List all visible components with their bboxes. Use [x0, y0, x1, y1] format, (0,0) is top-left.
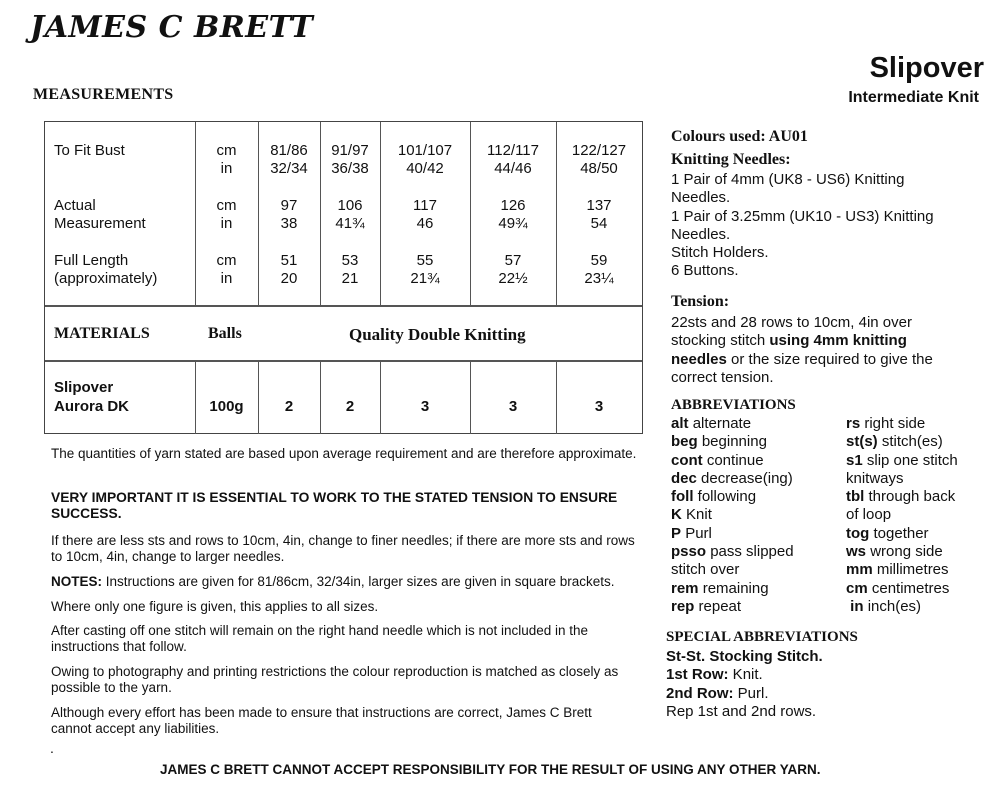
note-tension-warning: VERY IMPORTANT IT IS ESSENTIAL TO WORK TO THE STATED TENSION TO ENSURE SUCCESS.	[51, 490, 618, 521]
notes-text: Instructions are given for 81/86cm, 32/34in, larger sizes are given in square brackets.	[102, 574, 615, 589]
row-label: Actual	[54, 197, 96, 214]
table-cell: 36/38	[331, 160, 369, 177]
ball-count: 3	[508, 398, 518, 415]
table-cell: 101/107	[397, 142, 453, 159]
abbreviation-item: tog together	[846, 524, 929, 542]
abbreviations-right	[846, 415, 958, 616]
note-needle-change: If there are less sts and rows to 10cm, 4in, change to finer needles; if there are more sts and rows to 10cm, 4in, change to larger needles.	[51, 533, 635, 564]
abbreviation-item: rem remaining	[671, 579, 769, 597]
note-sizes	[51, 574, 646, 590]
table-divider	[258, 360, 259, 434]
table-cell: 112/117	[487, 142, 539, 159]
abbreviation-item: rs right side	[846, 415, 926, 432]
ball-count: 2	[345, 398, 355, 415]
tension-text-bold: needles	[671, 350, 727, 368]
table-cell: 44/46	[494, 160, 532, 177]
stray-dot: .	[50, 740, 54, 756]
tension-text-part: stocking stitch	[671, 332, 770, 350]
table-cell: 53	[341, 252, 359, 269]
balls-label: Balls	[208, 325, 242, 342]
tension-text-part: or the size required to give the	[726, 350, 933, 368]
unit-in: in	[220, 270, 233, 287]
table-divider	[45, 360, 642, 362]
measurements-heading: MEASUREMENTS	[33, 86, 174, 103]
table-cell: 48/50	[580, 160, 618, 177]
table-divider	[556, 360, 557, 434]
table-cell: 54	[590, 215, 608, 232]
needles-line: Stitch Holders.	[671, 244, 769, 262]
row-label: Full Length	[54, 252, 129, 269]
unit-cm: cm	[216, 142, 237, 159]
note-liability: Although every effort has been made to ensure that instructions are correct, James C Brett cannot accept any liabilities.	[51, 705, 592, 736]
abbreviation-item: in inch(es)	[850, 597, 922, 615]
abbreviations-heading: ABBREVIATIONS	[671, 397, 796, 413]
table-cell: 57	[504, 252, 522, 269]
table-cell: 23¼	[584, 270, 614, 287]
note-colour-reproduction: Owing to photography and printing restrictions the colour reproduction is matched as closely as possible to the yarn.	[51, 664, 619, 695]
table-divider	[195, 360, 196, 434]
needles-line: Needles.	[671, 225, 731, 243]
abbreviation-item: knitways	[846, 469, 904, 487]
abbreviation-item: st(s) stitch(es)	[846, 433, 943, 451]
ball-count: 2	[284, 398, 294, 415]
table-cell: 32/34	[270, 160, 308, 177]
abbreviation-item: mm millimetres	[846, 561, 949, 579]
table-cell: 21	[341, 270, 359, 287]
measurements-table	[44, 121, 643, 434]
abbreviation-item: rep repeat	[671, 597, 742, 615]
special-abbreviation-item: 1st Row: Knit.	[666, 666, 763, 684]
row-label: (approximately)	[54, 270, 158, 287]
special-abbreviations-list	[666, 648, 823, 721]
table-cell: 20	[280, 270, 298, 287]
abbreviation-item: P Purl	[671, 524, 712, 542]
pattern-subtitle: Intermediate Knit	[848, 89, 979, 106]
table-divider	[45, 305, 642, 307]
table-cell: 126	[500, 197, 526, 214]
abbreviation-item: psso pass slipped	[671, 543, 794, 561]
abbreviations-left	[671, 415, 794, 616]
tension-line: correct tension.	[671, 368, 774, 386]
abbreviation-item: K Knit	[671, 506, 712, 524]
table-cell: 91/97	[331, 142, 369, 159]
special-abbreviation-item: St-St. Stocking Stitch.	[666, 648, 823, 665]
table-cell: 137	[586, 197, 612, 214]
table-cell: 49¾	[498, 215, 528, 232]
notes-label: NOTES:	[51, 574, 103, 589]
brand-logo: JAMES C BRETT	[30, 10, 314, 45]
needles-list	[671, 171, 934, 281]
yarn-name: Slipover	[54, 379, 114, 396]
needles-line: 1 Pair of 3.25mm (UK10 - US3) Knitting	[671, 207, 934, 225]
abbreviation-item: foll following	[671, 488, 757, 506]
table-cell: 117	[413, 197, 437, 214]
special-abbreviation-item: Rep 1st and 2nd rows.	[666, 702, 817, 720]
unit-in: in	[220, 160, 233, 177]
table-cell: 22½	[498, 270, 528, 287]
tension-line	[671, 351, 933, 369]
abbreviation-item: ws wrong side	[846, 543, 943, 561]
tension-line	[671, 332, 933, 350]
pattern-title: Slipover	[869, 52, 984, 84]
table-cell: 41¾	[335, 215, 365, 232]
ball-count: 3	[594, 398, 604, 415]
table-cell: 97	[280, 197, 298, 214]
colours-used: Colours used: AU01	[671, 128, 808, 145]
abbreviation-item: tbl through back	[846, 488, 956, 506]
tension-text-bold: using 4mm knitting	[769, 332, 907, 350]
needles-line: 6 Buttons.	[671, 262, 739, 280]
materials-label: MATERIALS	[54, 325, 150, 342]
table-cell: 81/86	[270, 142, 308, 159]
yarn-type: Quality Double Knitting	[349, 325, 526, 344]
ball-weight: 100g	[209, 398, 244, 415]
abbreviation-item: stitch over	[671, 561, 740, 579]
table-cell: 59	[590, 252, 608, 269]
special-abbreviations-heading: SPECIAL ABBREVIATIONS	[666, 629, 858, 645]
table-cell: 40/42	[406, 160, 444, 177]
table-divider	[320, 360, 321, 434]
special-abbreviation-item: 2nd Row: Purl.	[666, 684, 769, 702]
abbreviation-item: cm centimetres	[846, 579, 950, 597]
tension-line: 22sts and 28 rows to 10cm, 4in over	[671, 314, 912, 331]
row-label: Measurement	[54, 215, 146, 232]
tension-text	[671, 314, 933, 387]
unit-in: in	[220, 215, 233, 232]
tension-heading: Tension:	[671, 293, 730, 310]
needles-line: Needles.	[671, 189, 731, 207]
abbreviation-item: cont continue	[671, 451, 764, 469]
table-cell: 106	[337, 197, 363, 214]
abbreviation-item: of loop	[846, 506, 892, 524]
abbreviation-item: alt alternate	[671, 415, 752, 432]
table-cell: 122/127	[571, 142, 627, 159]
table-divider	[470, 360, 471, 434]
needles-line: 1 Pair of 4mm (UK8 - US6) Knitting	[671, 171, 905, 188]
ball-count: 3	[420, 398, 430, 415]
table-cell: 51	[280, 252, 298, 269]
needles-heading: Knitting Needles:	[671, 151, 791, 168]
abbreviation-item: beg beginning	[671, 433, 767, 451]
table-divider	[380, 360, 381, 434]
note-yarn-quantities: The quantities of yarn stated are based upon average requirement and are therefore approximate.	[51, 446, 637, 461]
table-cell: 38	[280, 215, 298, 232]
note-single-figure: Where only one figure is given, this applies to all sizes.	[51, 599, 379, 614]
unit-cm: cm	[216, 252, 237, 269]
yarn-name: Aurora DK	[54, 398, 130, 415]
abbreviation-item: dec decrease(ing)	[671, 469, 793, 487]
table-cell: 21¾	[410, 270, 440, 287]
row-label: To Fit Bust	[54, 142, 125, 159]
table-cell: 55	[416, 252, 434, 269]
footer-disclaimer: JAMES C BRETT CANNOT ACCEPT RESPONSIBILITY FOR THE RESULT OF USING ANY OTHER YARN.	[160, 762, 821, 777]
abbreviation-item: s1 slip one stitch	[846, 451, 958, 469]
unit-cm: cm	[216, 197, 237, 214]
table-cell: 46	[416, 215, 434, 232]
note-casting-off: After casting off one stitch will remain on the right hand needle which is not included in the instructions that follow.	[51, 623, 589, 654]
